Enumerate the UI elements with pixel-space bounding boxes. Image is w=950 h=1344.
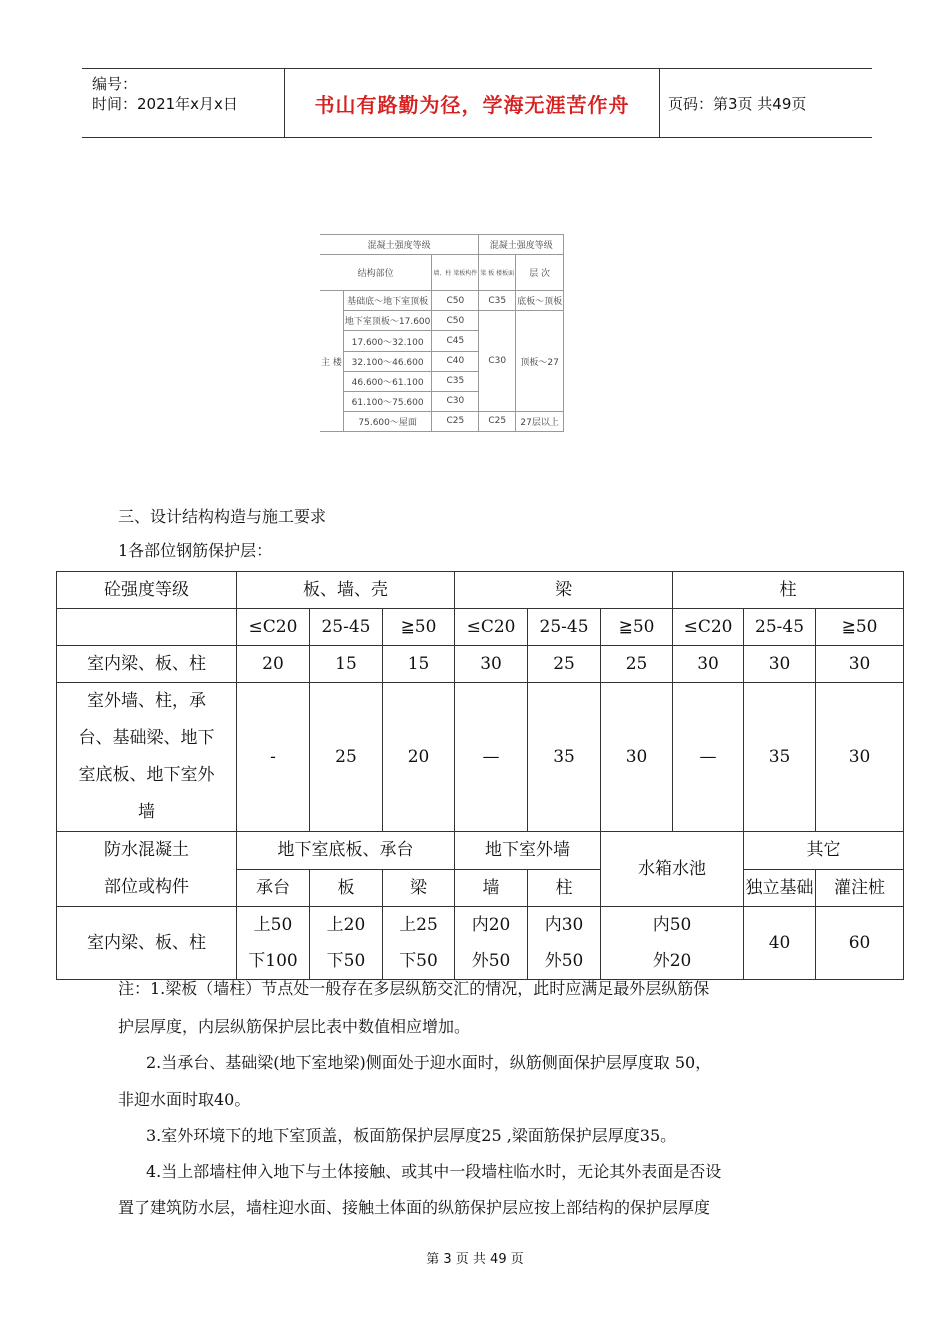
value-line: 下50	[399, 951, 438, 971]
scan-wall: C50	[432, 311, 479, 331]
cover-value: 25	[528, 646, 601, 683]
scan-range: 17.600～32.100	[343, 331, 432, 351]
cover-value: 15	[383, 646, 455, 683]
cover-value	[383, 907, 455, 980]
cover-value: 20	[383, 683, 455, 832]
scan-range: 61.100～75.600	[343, 391, 432, 411]
value-line: 内20	[471, 915, 511, 935]
group-water-tank: 水箱水池	[601, 832, 744, 907]
scan-wall: C45	[432, 331, 479, 351]
scan-wall: C40	[432, 351, 479, 371]
value-line: 外50	[471, 951, 511, 971]
part-sub: 板	[310, 869, 383, 907]
cover-value: -	[237, 683, 310, 832]
header-meta	[82, 69, 284, 137]
grade-sub: ≤C20	[455, 609, 528, 646]
note-line: 非迎水面时取40。	[118, 1090, 251, 1109]
cover-value: 30	[455, 646, 528, 683]
cover-value: 15	[310, 646, 383, 683]
header-page-number: 页码：第3页 共49页	[668, 94, 807, 113]
value-line: 外20	[652, 951, 692, 971]
scan-floor: 27层以上	[516, 411, 564, 431]
grade-sub: ≧50	[816, 609, 904, 646]
header-motto: 书山有路勤为径，学海无涯苦作舟	[314, 92, 630, 117]
cover-value: 40	[744, 907, 816, 980]
group-other: 其它	[744, 832, 904, 870]
note-line: 注：1.梁板（墙柱）节点处一般存在多层纵筋交汇的情况，此时应满足最外层纵筋保	[118, 979, 710, 998]
concrete-grade-table-image	[320, 234, 564, 432]
cover-value	[528, 907, 601, 980]
value-line: 上50	[253, 915, 293, 935]
subsection-title: 1各部位钢筋保护层：	[118, 541, 273, 560]
part-sub: 独立基础	[744, 869, 816, 907]
note-line: 4.当上部墙柱伸入地下与土体接触、或其中一段墙柱临水时，无论其外表面是否设	[146, 1162, 722, 1181]
scan-range: 46.600～61.100	[343, 371, 432, 391]
group-basement-wall: 地下室外墙	[455, 832, 601, 870]
part-sub: 墙	[455, 869, 528, 907]
group-beam: 梁	[455, 572, 673, 609]
grade-sub: ≧50	[601, 609, 673, 646]
note-line: 2.当承台、基础梁(地下室地梁)侧面处于迎水面时，纵筋侧面保护层厚度取 50，	[146, 1053, 712, 1072]
scan-wall: C30	[432, 391, 479, 411]
doc-time-label: 时间：2021年x月x日	[92, 95, 238, 113]
grade-sub: ≤C20	[673, 609, 744, 646]
value-line: 下50	[326, 951, 366, 971]
cover-value: 30	[816, 683, 904, 832]
note-line: 护层厚度，内层纵筋保护层比表中数值相应增加。	[118, 1017, 471, 1036]
scan-main-label: 主 楼	[320, 291, 343, 432]
header-motto-cell	[284, 69, 660, 137]
scan-beam: C35	[479, 291, 516, 311]
scan-h-floor: 层 次	[516, 255, 564, 291]
scan-range: 地下室顶板～17.600	[343, 311, 432, 331]
cover-value	[455, 907, 528, 980]
cover-value	[601, 907, 744, 980]
row-label-line: 室底板、地下室外	[78, 765, 215, 785]
cover-value: 30	[816, 646, 904, 683]
rebar-cover-table	[56, 571, 904, 980]
scan-floor: 底板～顶板	[516, 291, 564, 311]
row-label	[57, 683, 237, 832]
scan-range: 75.600～屋面	[343, 411, 432, 431]
scan-h-part: 结构部位	[320, 255, 432, 291]
row-label-line: 墙	[138, 802, 155, 822]
value-line: 下100	[248, 951, 298, 971]
value-line: 上25	[399, 915, 438, 935]
row-label-line: 室外墙、柱，承	[87, 691, 206, 711]
page-footer: 第 3 页 共 49 页	[426, 1252, 524, 1267]
grade-sub: ≧50	[383, 609, 455, 646]
cover-value: 20	[237, 646, 310, 683]
grade-sub: ≤C20	[237, 609, 310, 646]
waterproof-label-line: 防水混凝土	[104, 840, 189, 860]
cover-value	[237, 907, 310, 980]
grade-sub: 25-45	[310, 609, 383, 646]
cover-value: 35	[744, 683, 816, 832]
note-line: 置了建筑防水层，墙柱迎水面、接触土体面的纵筋保护层应按上部结构的保护层厚度	[118, 1198, 711, 1217]
cover-value: 25	[601, 646, 673, 683]
value-line: 内50	[652, 915, 692, 935]
scan-h-grade: 混凝土强度等级	[320, 235, 479, 255]
value-line: 内30	[544, 915, 584, 935]
scan-wall: C50	[432, 291, 479, 311]
doc-number-label: 编号：	[92, 75, 138, 93]
scan-h-grade2: 混凝土强度等级	[479, 235, 564, 255]
grade-sub: 25-45	[528, 609, 601, 646]
value-line: 外50	[544, 951, 584, 971]
part-sub: 柱	[528, 869, 601, 907]
group-column: 柱	[673, 572, 904, 609]
scan-floor: 顶板～27	[516, 311, 564, 411]
cover-value: 30	[601, 683, 673, 832]
cover-value: —	[673, 683, 744, 832]
scan-beam: C25	[479, 411, 516, 431]
scan-h-beam: 梁 板 楼板面	[479, 255, 516, 291]
part-sub: 梁	[383, 869, 455, 907]
header-grade: 砼强度等级	[57, 572, 237, 609]
part-sub: 灌注桩	[816, 869, 904, 907]
scan-h-wall: 墙、柱 梁板构件	[432, 255, 479, 291]
cover-value: 35	[528, 683, 601, 832]
scan-range: 32.100～46.600	[343, 351, 432, 371]
row-label: 室内梁、板、柱	[57, 646, 237, 683]
cover-value: 60	[816, 907, 904, 980]
empty-cell	[57, 609, 237, 646]
waterproof-label-line: 部位或构件	[104, 877, 189, 897]
scan-wall: C25	[432, 411, 479, 431]
waterproof-label	[57, 832, 237, 907]
section-title: 三、设计结构构造与施工要求	[118, 507, 327, 526]
row-label: 室内梁、板、柱	[57, 907, 237, 980]
cover-value: 30	[744, 646, 816, 683]
scan-range: 基础底～地下室顶板	[343, 291, 432, 311]
cover-value	[310, 907, 383, 980]
page-header	[82, 68, 872, 138]
grade-sub: 25-45	[744, 609, 816, 646]
cover-value: 25	[310, 683, 383, 832]
scan-wall: C35	[432, 371, 479, 391]
scan-beam: C30	[479, 311, 516, 411]
part-sub: 承台	[237, 869, 310, 907]
value-line: 上20	[326, 915, 366, 935]
group-basement-slab: 地下室底板、承台	[237, 832, 455, 870]
cover-value: 30	[673, 646, 744, 683]
cover-value: —	[455, 683, 528, 832]
row-label-line: 台、基础梁、地下	[78, 728, 215, 748]
group-slab-wall-shell: 板、墙、壳	[237, 572, 455, 609]
note-line: 3.室外环境下的地下室顶盖，板面筋保护层厚度25 ,梁面筋保护层厚度35。	[146, 1126, 677, 1145]
